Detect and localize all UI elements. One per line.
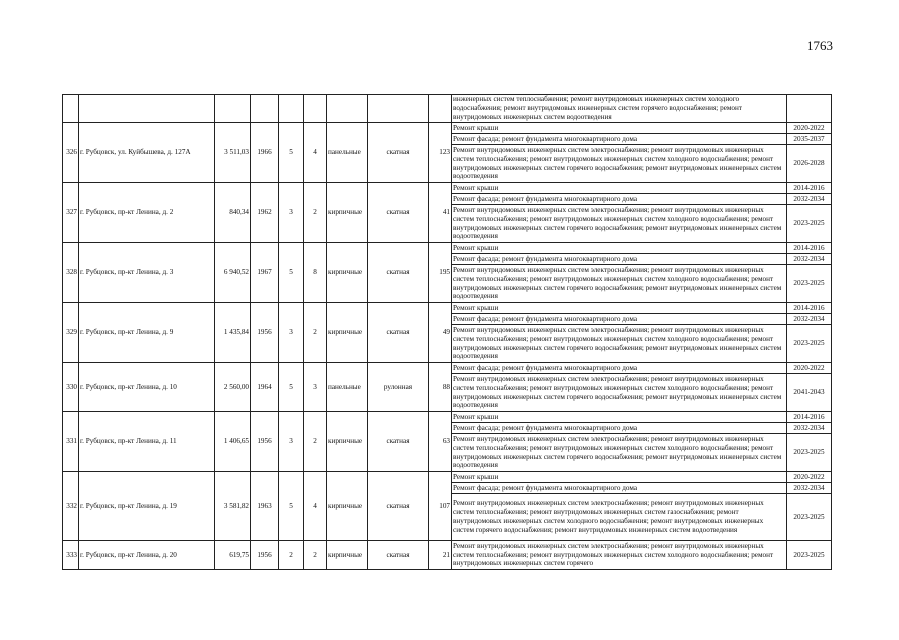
residents-cell: 49 (429, 303, 452, 363)
entrances-cell (304, 95, 327, 123)
walls-cell: кирпичные (327, 412, 368, 472)
year-cell (251, 95, 279, 123)
period-cell: 2014-2016 (787, 183, 832, 194)
walls-cell: кирпичные (327, 303, 368, 363)
roof-cell (368, 95, 429, 123)
table-row (63, 123, 832, 134)
address-cell: г. Рубцовск, пр-кт Ленина, д. 2 (79, 183, 215, 243)
work-cell: Ремонт фасада; ремонт фундамента многоквартирного дома (452, 423, 787, 434)
address-cell: г. Рубцовск, пр-кт Ленина, д. 11 (79, 412, 215, 472)
housing-repair-table (62, 94, 832, 570)
table-row (63, 303, 832, 314)
work-cell: Ремонт фасада; ремонт фундамента многоквартирного дома (452, 254, 787, 265)
work-cell: Ремонт фасада; ремонт фундамента многоквартирного дома (452, 363, 787, 374)
residents-cell: 123 (429, 123, 452, 183)
area-cell: 840,34 (215, 183, 251, 243)
work-cell: Ремонт внутридомовых инженерных систем электроснабжения; ремонт внутридомовых инженерных систем теплоснабжения; ремонт внутридомовых инженерных систем газоснабжения; ремонт внутридомовых инженерных систем холодного водоснабжения; ремонт внутридомовых инженерных систем горячего водоснабжения; ремонт внутридомовых инженерных систем водоотведения (452, 494, 787, 541)
period-cell: 2014-2016 (787, 412, 832, 423)
area-cell: 6 940,52 (215, 243, 251, 303)
period-cell: 2032-2034 (787, 483, 832, 494)
num-cell: 332 (63, 472, 79, 541)
work-cell: Ремонт крыши (452, 183, 787, 194)
area-cell: 3 581,82 (215, 472, 251, 541)
work-cell: Ремонт внутридомовых инженерных систем электроснабжения; ремонт внутридомовых инженерных систем теплоснабжения; ремонт внутридомовых инженерных систем холодного водоснабжения; ремонт внутридомовых инженерных систем горячего (452, 541, 787, 570)
period-cell: 2035-2037 (787, 134, 832, 145)
period-cell: 2023-2025 (787, 541, 832, 570)
year-cell: 1964 (251, 363, 279, 412)
work-cell: Ремонт фасада; ремонт фундамента многоквартирного дома (452, 194, 787, 205)
floors-cell: 3 (279, 303, 304, 363)
period-cell: 2023-2025 (787, 205, 832, 243)
entrances-cell: 4 (304, 123, 327, 183)
work-cell: Ремонт внутридомовых инженерных систем электроснабжения; ремонт внутридомовых инженерных систем теплоснабжения; ремонт внутридомовых инженерных систем холодного водоснабжения; ремонт внутридомовых инженерных систем горячего водоснабжения; ремонт внутридомовых инженерных систем водоотведения (452, 205, 787, 243)
floors-cell: 3 (279, 183, 304, 243)
entrances-cell: 2 (304, 412, 327, 472)
year-cell: 1963 (251, 472, 279, 541)
floors-cell: 5 (279, 363, 304, 412)
address-cell: г. Рубцовск, пр-кт Ленина, д. 20 (79, 541, 215, 570)
period-cell: 2032-2034 (787, 194, 832, 205)
floors-cell: 2 (279, 541, 304, 570)
entrances-cell: 8 (304, 243, 327, 303)
area-cell (215, 95, 251, 123)
table-row (63, 472, 832, 483)
area-cell: 2 560,00 (215, 363, 251, 412)
walls-cell: кирпичные (327, 183, 368, 243)
year-cell: 1956 (251, 303, 279, 363)
work-cell: Ремонт внутридомовых инженерных систем электроснабжения; ремонт внутридомовых инженерных систем теплоснабжения; ремонт внутридомовых инженерных систем холодного водоснабжения; ремонт внутридомовых инженерных систем горячего водоснабжения; ремонт внутридомовых инженерных систем водоотведения (452, 325, 787, 363)
num-cell: 326 (63, 123, 79, 183)
floors-cell: 5 (279, 123, 304, 183)
period-cell: 2032-2034 (787, 314, 832, 325)
year-cell: 1967 (251, 243, 279, 303)
entrances-cell: 2 (304, 183, 327, 243)
period-cell: 2020-2022 (787, 472, 832, 483)
work-cell: Ремонт внутридомовых инженерных систем электроснабжения; ремонт внутридомовых инженерных систем теплоснабжения; ремонт внутридомовых инженерных систем холодного водоснабжения; ремонт внутридомовых инженерных систем горячего водоснабжения; ремонт внутридомовых инженерных систем водоотведения (452, 145, 787, 183)
address-cell: г. Рубцовск, ул. Куйбышева, д. 127А (79, 123, 215, 183)
address-cell: г. Рубцовск, пр-кт Ленина, д. 3 (79, 243, 215, 303)
year-cell: 1962 (251, 183, 279, 243)
work-cell: Ремонт крыши (452, 303, 787, 314)
period-cell (787, 95, 832, 123)
address-cell: г. Рубцовск, пр-кт Ленина, д. 19 (79, 472, 215, 541)
entrances-cell: 2 (304, 541, 327, 570)
num-cell: 329 (63, 303, 79, 363)
table-row (63, 541, 832, 570)
page-number: 1763 (807, 38, 833, 53)
period-cell: 2014-2016 (787, 243, 832, 254)
address-cell: г. Рубцовск, пр-кт Ленина, д. 10 (79, 363, 215, 412)
walls-cell: кирпичные (327, 472, 368, 541)
area-cell: 3 511,03 (215, 123, 251, 183)
work-cell: Ремонт крыши (452, 123, 787, 134)
area-cell: 619,75 (215, 541, 251, 570)
table-row (63, 183, 832, 194)
entrances-cell: 4 (304, 472, 327, 541)
walls-cell: панельные (327, 363, 368, 412)
entrances-cell: 2 (304, 303, 327, 363)
table-row (63, 412, 832, 423)
floors-cell: 3 (279, 412, 304, 472)
residents-cell: 21 (429, 541, 452, 570)
year-cell: 1956 (251, 412, 279, 472)
floors-cell (279, 95, 304, 123)
work-cell: Ремонт крыши (452, 243, 787, 254)
work-cell: Ремонт фасада; ремонт фундамента многоквартирного дома (452, 483, 787, 494)
roof-cell: скатная (368, 412, 429, 472)
floors-cell: 5 (279, 243, 304, 303)
floors-cell: 5 (279, 472, 304, 541)
residents-cell (429, 95, 452, 123)
roof-cell: скатная (368, 303, 429, 363)
work-cell: Ремонт внутридомовых инженерных систем электроснабжения; ремонт внутридомовых инженерных систем теплоснабжения; ремонт внутридомовых инженерных систем холодного водоснабжения; ремонт внутридомовых инженерных систем горячего водоснабжения; ремонт внутридомовых инженерных систем водоотведения (452, 374, 787, 412)
period-cell: 2023-2025 (787, 265, 832, 303)
work-cell: Ремонт фасада; ремонт фундамента многоквартирного дома (452, 134, 787, 145)
period-cell: 2023-2025 (787, 325, 832, 363)
residents-cell: 107 (429, 472, 452, 541)
period-cell: 2014-2016 (787, 303, 832, 314)
work-cell: Ремонт внутридомовых инженерных систем электроснабжения; ремонт внутридомовых инженерных систем теплоснабжения; ремонт внутридомовых инженерных систем холодного водоснабжения; ремонт внутридомовых инженерных систем горячего водоснабжения; ремонт внутридомовых инженерных систем водоотведения (452, 434, 787, 472)
work-cell: Ремонт крыши (452, 412, 787, 423)
continuation-row (63, 95, 832, 123)
table-row (63, 243, 832, 254)
roof-cell: рулонная (368, 363, 429, 412)
residents-cell: 63 (429, 412, 452, 472)
work-cell: Ремонт фасада; ремонт фундамента многоквартирного дома (452, 314, 787, 325)
walls-cell: кирпичные (327, 243, 368, 303)
walls-cell: панельные (327, 123, 368, 183)
table-body (63, 95, 832, 570)
walls-cell (327, 95, 368, 123)
num-cell (63, 95, 79, 123)
year-cell: 1956 (251, 541, 279, 570)
area-cell: 1 435,84 (215, 303, 251, 363)
num-cell: 330 (63, 363, 79, 412)
num-cell: 333 (63, 541, 79, 570)
period-cell: 2020-2022 (787, 363, 832, 374)
roof-cell: скатная (368, 183, 429, 243)
residents-cell: 41 (429, 183, 452, 243)
table-row (63, 363, 832, 374)
period-cell: 2032-2034 (787, 254, 832, 265)
address-cell: г. Рубцовск, пр-кт Ленина, д. 9 (79, 303, 215, 363)
residents-cell: 195 (429, 243, 452, 303)
residents-cell: 88 (429, 363, 452, 412)
period-cell: 2023-2025 (787, 494, 832, 541)
period-cell: 2032-2034 (787, 423, 832, 434)
num-cell: 327 (63, 183, 79, 243)
walls-cell: кирпичные (327, 541, 368, 570)
roof-cell: скатная (368, 541, 429, 570)
roof-cell: скатная (368, 243, 429, 303)
period-cell: 2020-2022 (787, 123, 832, 134)
work-cell: Ремонт внутридомовых инженерных систем электроснабжения; ремонт внутридомовых инженерных систем теплоснабжения; ремонт внутридомовых инженерных систем холодного водоснабжения; ремонт внутридомовых инженерных систем горячего водоснабжения; ремонт внутридомовых инженерных систем водоотведения (452, 265, 787, 303)
period-cell: 2023-2025 (787, 434, 832, 472)
num-cell: 331 (63, 412, 79, 472)
period-cell: 2041-2043 (787, 374, 832, 412)
year-cell: 1966 (251, 123, 279, 183)
roof-cell: скатная (368, 123, 429, 183)
period-cell: 2026-2028 (787, 145, 832, 183)
num-cell: 328 (63, 243, 79, 303)
work-cell: Ремонт крыши (452, 472, 787, 483)
entrances-cell: 3 (304, 363, 327, 412)
area-cell: 1 406,65 (215, 412, 251, 472)
work-cell: инженерных систем теплоснабжения; ремонт внутридомовых инженерных систем холодного водоснабжения; ремонт внутридомовых инженерных систем горячего водоснабжения; ремонт внутридомовых инженерных систем водоотведения (452, 95, 787, 123)
address-cell (79, 95, 215, 123)
roof-cell: скатная (368, 472, 429, 541)
